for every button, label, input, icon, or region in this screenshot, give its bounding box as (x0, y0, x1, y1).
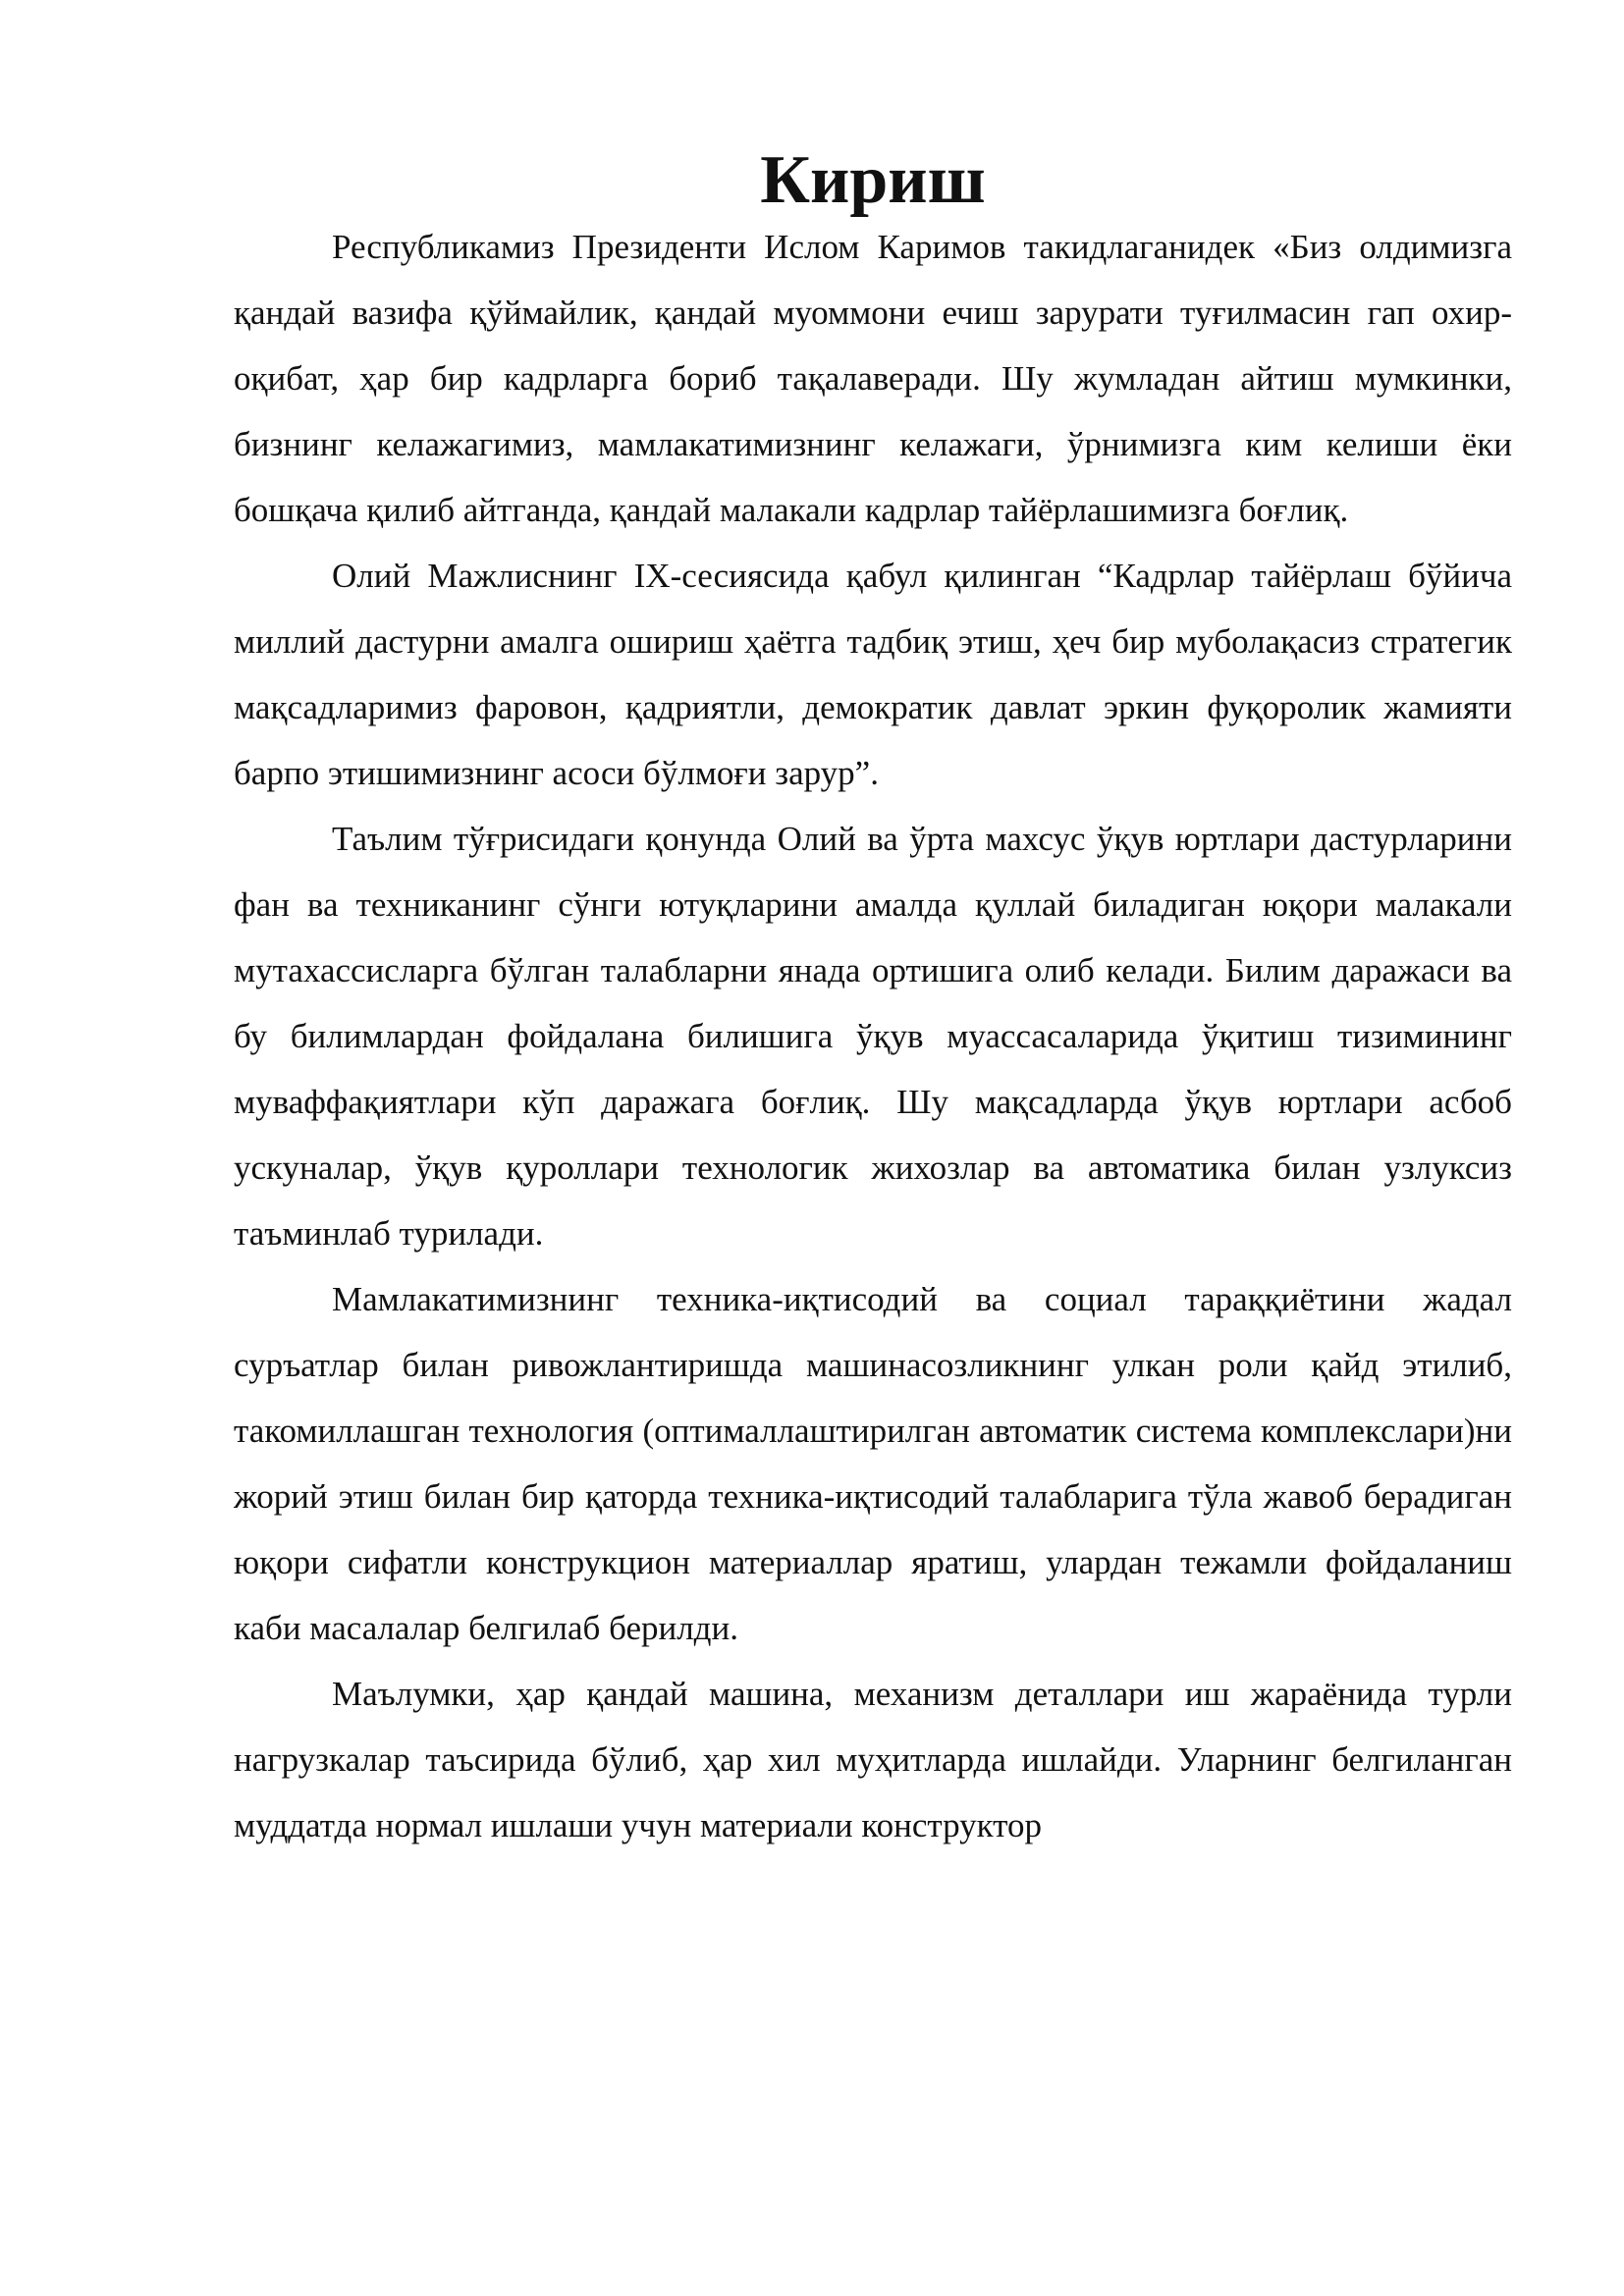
paragraph: Республикамиз Президенти Ислом Каримов такидлаганидек «Биз олдимизга қандай вазифа қўймайлик, қандай муоммони ечиш зарурати туғилмасин гап охир-оқибат, ҳар бир кадрларга бориб тақалаверади. Шу жумладан айтиш мумкинки, бизнинг келажагимиз, мамлакатимизнинг келажаги, ўрнимизга ким келиши ёки бошқача қилиб айтганда, қандай малакали кадрлар тайёрлашимизга боғлиқ. (234, 228, 1512, 529)
document-title: Кириш (760, 142, 986, 218)
paragraph: Маълумки, ҳар қандай машина, механизм деталлари иш жараёнида турли нагрузкалар таъсирида бўлиб, ҳар хил муҳитларда ишлайди. Уларнинг белгиланган муддатда нормал ишлаши учун материали конструктор (234, 1675, 1512, 1844)
document-body (234, 142, 1512, 1858)
paragraph: Мамлакатимизнинг техника-иқтисодий ва социал тараққиётини жадал суръатлар билан ривожлантиришда машинасозликнинг улкан роли қайд этилиб, такомиллашган технология (оптималлаштирилган автоматик система комплекслари)ни жорий этиш билан бир қаторда техника-иқтисодий талабларига тўла жавоб берадиган юқори сифатли конструкцион материаллар яратиш, улардан тежамли фойдаланиш каби масалалар белгилаб берилди. (234, 1280, 1512, 1647)
paragraph: Олий Мажлиснинг IX-сесиясида қабул қилинган “Кадрлар тайёрлаш бўйича миллий дастурни амалга ошириш ҳаётга тадбиқ этиш, ҳеч бир муболақасиз стратегик мақсадларимиз фаровон, қадриятли, демократик давлат эркин фуқоролик жамияти барпо этишимизнинг асоси бўлмоғи зарур”. (234, 557, 1512, 792)
paragraph: Таълим тўғрисидаги қонунда Олий ва ўрта махсус ўқув юртлари дастурларини фан ва техниканинг сўнги ютуқларини амалда қуллай биладиган юқори малакали мутахассисларга бўлган талабларни янада ортишига олиб келади. Билим даражаси ва бу билимлардан фойдалана билишига ўқув муассасаларида ўқитиш тизимининг муваффақиятлари кўп даражага боғлиқ. Шу мақсадларда ўқув юртлари асбоб ускуналар, ўқув қуроллари технологик жихозлар ва автоматика билан узлуксиз таъминлаб турилади. (234, 820, 1512, 1253)
